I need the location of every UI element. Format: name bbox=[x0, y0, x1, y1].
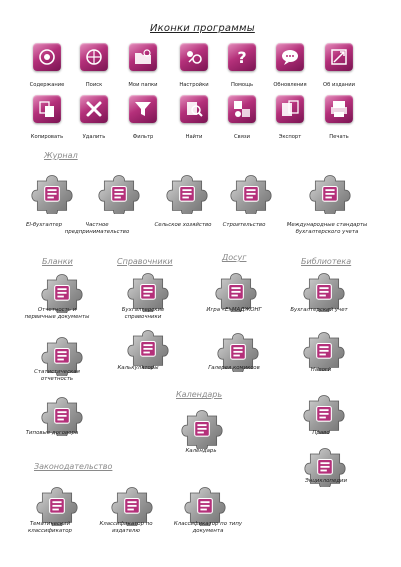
private-business-icon[interactable] bbox=[97, 170, 141, 214]
toolbar-label: Удалить bbox=[82, 134, 106, 140]
publisher-classifier-icon[interactable] bbox=[110, 482, 154, 526]
doctype-classifier-icon[interactable] bbox=[183, 482, 227, 526]
page-title: Иконки программы bbox=[150, 23, 255, 34]
toolbar-label: Настройки bbox=[179, 82, 209, 88]
section-legislation: Законодательство bbox=[34, 462, 113, 471]
section-calendar: Календарь bbox=[176, 390, 223, 399]
puzzle-label: Бухгалтерский учет bbox=[290, 307, 348, 313]
taxes-icon[interactable] bbox=[302, 327, 346, 371]
about-icon[interactable] bbox=[325, 43, 353, 71]
puzzle-label: Статистическая отчетность bbox=[34, 369, 80, 382]
puzzle-label: Галерея комиксов bbox=[208, 365, 260, 371]
puzzle-label: Энциклопедии bbox=[304, 478, 348, 484]
search-icon[interactable] bbox=[80, 43, 108, 71]
toolbar-label: Мои папки bbox=[128, 82, 158, 88]
puzzle-label: Международные стандарты бухгалтерского учета bbox=[286, 222, 368, 235]
puzzle-label: Календарь bbox=[185, 448, 217, 454]
filter-icon[interactable] bbox=[129, 95, 157, 123]
toolbar-label: Обновления bbox=[273, 82, 307, 88]
puzzle-label: Тематический классификатор bbox=[28, 521, 72, 534]
mahjong-icon[interactable] bbox=[214, 268, 258, 312]
section-blanks: Бланки bbox=[42, 257, 73, 266]
section-library: Библиотека bbox=[301, 257, 352, 266]
puzzle-label: Сельское хозяйство bbox=[154, 222, 212, 228]
section-references: Справочники bbox=[117, 257, 173, 266]
print-icon[interactable] bbox=[325, 95, 353, 123]
help-icon[interactable] bbox=[228, 43, 256, 71]
thematic-classifier-icon[interactable] bbox=[35, 482, 79, 526]
puzzle-label: Бухгалтерские справочники bbox=[121, 307, 165, 320]
toolbar-label: Об издании bbox=[323, 82, 355, 88]
toolbar-label: Копировать bbox=[30, 134, 64, 140]
construction-icon[interactable] bbox=[229, 170, 273, 214]
delete-icon[interactable] bbox=[80, 95, 108, 123]
toolbar-label: Фильтр bbox=[132, 134, 154, 140]
puzzle-label: Калькуляторы bbox=[117, 365, 159, 371]
section-journal: Журнал bbox=[44, 151, 78, 160]
toolbar-label: Содержание bbox=[29, 82, 65, 88]
toolbar-label: Связи bbox=[234, 134, 250, 140]
law-icon[interactable] bbox=[302, 390, 346, 434]
accounting-references-icon[interactable] bbox=[126, 268, 170, 312]
puzzle-label: Отчетность и первичные документы bbox=[24, 307, 90, 320]
international-standards-icon[interactable] bbox=[308, 170, 352, 214]
toolbar-label: Найти bbox=[185, 134, 203, 140]
links-icon[interactable] bbox=[228, 95, 256, 123]
calculator-icon[interactable] bbox=[126, 325, 170, 369]
section-leisure: Досуг bbox=[222, 253, 247, 262]
settings-icon[interactable] bbox=[180, 43, 208, 71]
puzzle-label: Типовые договора bbox=[25, 430, 79, 436]
contents-icon[interactable] bbox=[33, 43, 61, 71]
accounting-book-icon[interactable] bbox=[302, 268, 346, 312]
puzzle-label: Право bbox=[312, 430, 330, 436]
puzzle-label: Классификатор по издателю bbox=[99, 521, 153, 534]
puzzle-label: Строительство bbox=[222, 222, 266, 228]
copy-icon[interactable] bbox=[33, 95, 61, 123]
updates-icon[interactable] bbox=[276, 43, 304, 71]
agriculture-icon[interactable] bbox=[165, 170, 209, 214]
calendar-icon[interactable] bbox=[180, 405, 224, 449]
puzzle-label: El-бухгалтер bbox=[25, 222, 62, 228]
toolbar-label: Помощь bbox=[230, 82, 254, 88]
puzzle-label: Классификатор по типу документа bbox=[173, 521, 243, 534]
export-icon[interactable] bbox=[276, 95, 304, 123]
puzzle-label: Налоги bbox=[310, 367, 332, 373]
puzzle-label: Частное предпринимательство bbox=[64, 222, 130, 235]
toolbar-label: Экспорт bbox=[278, 134, 302, 140]
el-accountant-icon[interactable] bbox=[30, 170, 74, 214]
folders-icon[interactable] bbox=[129, 43, 157, 71]
toolbar-label: Поиск bbox=[85, 82, 103, 88]
puzzle-label: Игра «El-МАДЖОНГ bbox=[206, 307, 262, 313]
toolbar-label: Печать bbox=[329, 134, 349, 140]
find-icon[interactable] bbox=[180, 95, 208, 123]
svg-text:?: ? bbox=[237, 48, 247, 67]
